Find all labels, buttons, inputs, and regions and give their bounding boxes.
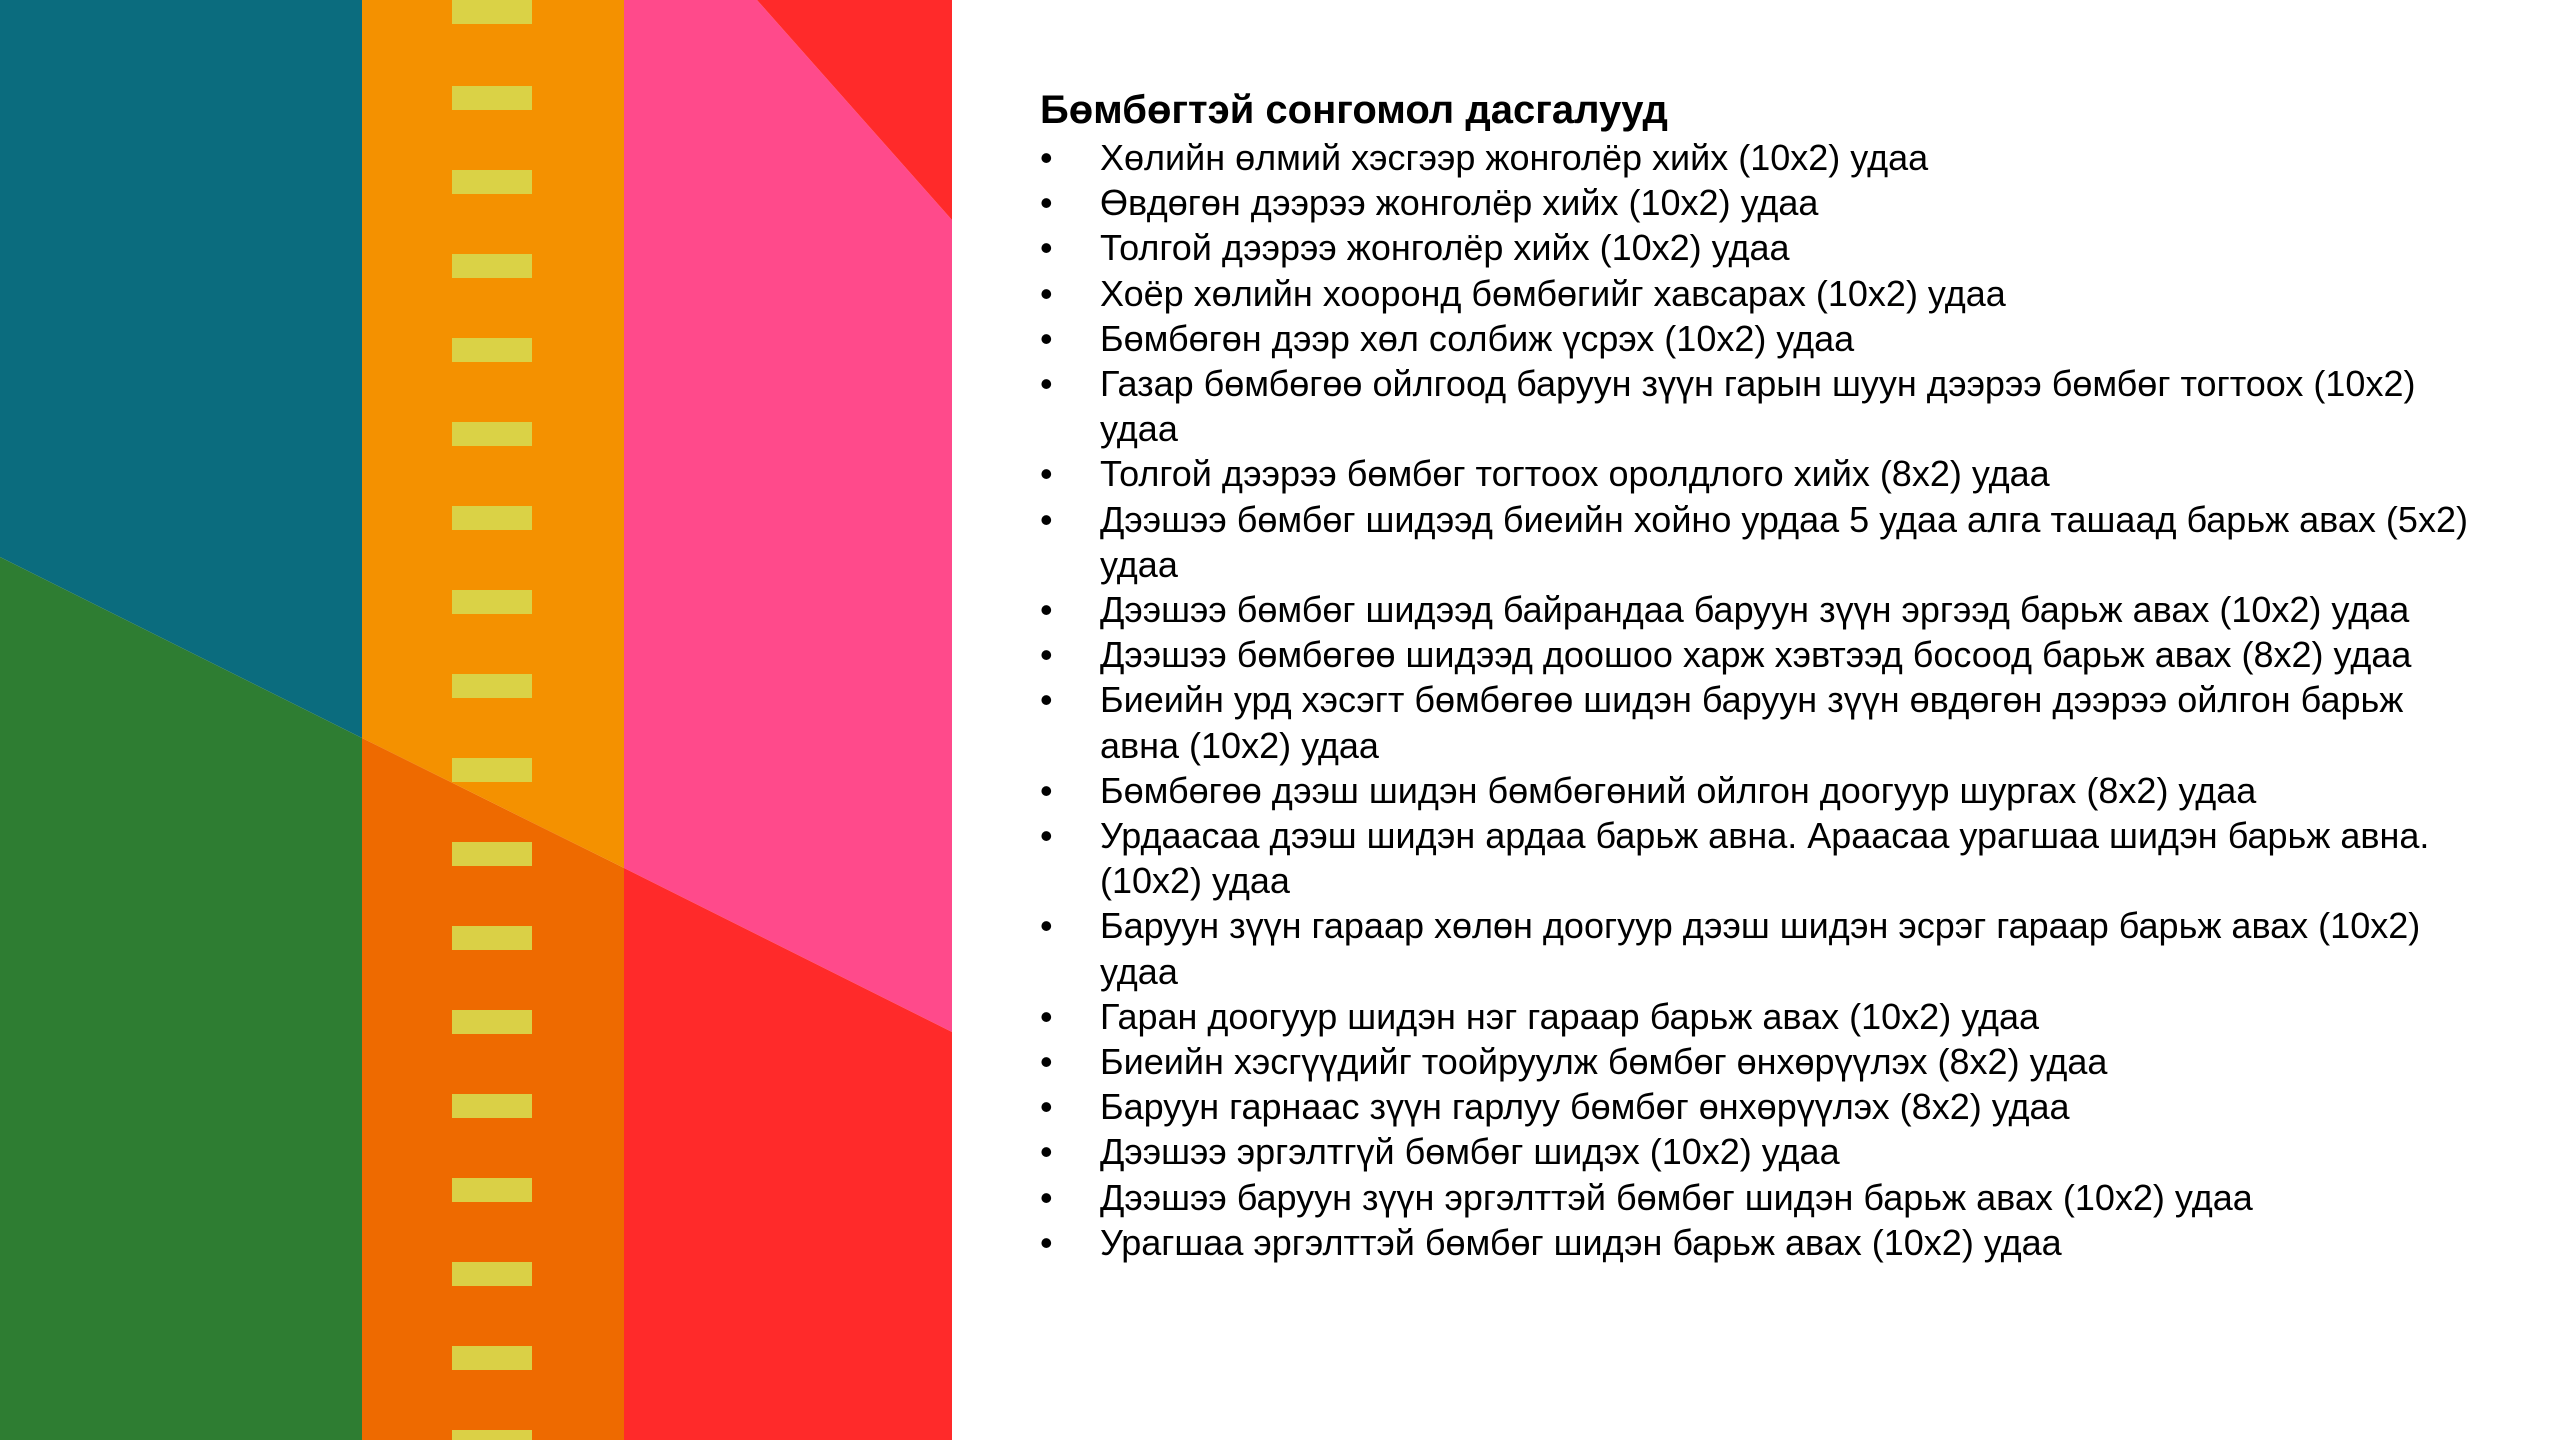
exercise-text: Дээшээ бөмбөг шидээд байрандаа баруун зүүн эргээд барьж авах (10x2) удаа	[1100, 589, 2410, 631]
bullet-icon: •	[1040, 679, 1053, 721]
exercise-list-item	[1040, 903, 2480, 993]
bullet-icon: •	[1040, 137, 1053, 178]
exercise-text: Хөлийн өлмий хэсгээр жонголёр хийх (10x2) удаа	[1100, 137, 1929, 178]
decorative-art-panel	[0, 0, 952, 1440]
exercise-list-item	[1040, 497, 2480, 587]
bullet-icon: •	[1040, 1176, 1053, 1218]
exercise-text: Биеийн урд хэсэгт бөмбөгөө шидэн баруун зүүн өвдөгөн дээрээ ойлгон барьж авна (10x2) удаа	[1100, 679, 2404, 766]
exercise-list-item	[1040, 361, 2480, 451]
decorative-art-svg	[0, 0, 952, 1440]
exercise-list-item	[1040, 135, 2480, 180]
exercise-text: Өвдөгөн дээрээ жонголёр хийх (10x2) удаа	[1100, 182, 1819, 224]
bullet-icon: •	[1040, 995, 1053, 1037]
bullet-icon: •	[1040, 1041, 1053, 1083]
exercise-list	[1040, 135, 2480, 1265]
exercise-text: Хоёр хөлийн хооронд бөмбөгийг хавсарах (10x2) удаа	[1100, 272, 2006, 314]
bullet-icon: •	[1040, 317, 1053, 359]
bullet-icon: •	[1040, 1086, 1053, 1128]
bullet-icon: •	[1040, 905, 1053, 947]
exercise-text: Гаран доогуур шидэн нэг гараар барьж авах (10x2) удаа	[1100, 995, 2040, 1037]
exercise-list-item	[1040, 994, 2480, 1039]
exercise-list-item	[1040, 587, 2480, 632]
exercise-text: Толгой дээрээ жонголёр хийх (10x2) удаа	[1100, 227, 1790, 269]
exercise-list-item	[1040, 225, 2480, 270]
exercise-list-item	[1040, 677, 2480, 767]
exercise-list-item	[1040, 451, 2480, 496]
bullet-icon: •	[1040, 182, 1053, 224]
exercise-text: Урдаасаа дээш шидэн ардаа барьж авна. Араасаа урагшаа шидэн барьж авна. (10x2) удаа	[1100, 815, 2430, 902]
exercise-text: Газар бөмбөгөө ойлгоод баруун зүүн гарын шуун дээрээ бөмбөг тогтоох (10x2) удаа	[1100, 363, 2416, 450]
exercise-text: Баруун гарнаас зүүн гарлуу бөмбөг өнхөрүүлэх (8x2) удаа	[1100, 1086, 2070, 1128]
bullet-icon: •	[1040, 272, 1053, 314]
exercise-list-item	[1040, 1220, 2480, 1265]
slide-title: Бөмбөгтэй сонгомол дасгалууд	[1040, 88, 1668, 132]
content-area	[1040, 85, 2480, 1265]
exercise-text: Дээшээ бөмбөгөө шидээд доошоо харж хэвтээд босоод барьж авах (8x2) удаа	[1100, 634, 2412, 676]
bullet-icon: •	[1040, 1221, 1053, 1263]
exercise-text: Толгой дээрээ бөмбөг тогтоох оролдлого хийх (8x2) удаа	[1100, 453, 2050, 495]
exercise-list-item	[1040, 813, 2480, 903]
exercise-text: Бөмбөгөн дээр хөл солбиж үсрэх (10x2) удаа	[1100, 317, 1855, 359]
bullet-icon: •	[1040, 769, 1053, 811]
exercise-list-item	[1040, 768, 2480, 813]
exercise-list-item	[1040, 632, 2480, 677]
bullet-icon: •	[1040, 1131, 1053, 1173]
bullet-icon: •	[1040, 363, 1053, 405]
exercise-text: Баруун зүүн гараар хөлөн доогуур дээш шидэн эсрэг гараар барьж авах (10x2) удаа	[1100, 905, 2421, 992]
bullet-icon: •	[1040, 453, 1053, 495]
exercise-text: Биеийн хэсгүүдийг тоойруулж бөмбөг өнхөрүүлэх (8x2) удаа	[1100, 1041, 2108, 1083]
exercise-text: Дээшээ баруун зүүн эргэлттэй бөмбөг шидэн барьж авах (10x2) удаа	[1100, 1176, 2253, 1218]
bullet-icon: •	[1040, 634, 1053, 676]
exercise-list-item	[1040, 180, 2480, 225]
bullet-icon: •	[1040, 815, 1053, 857]
exercise-list-item	[1040, 1084, 2480, 1129]
exercise-text: Бөмбөгөө дээш шидэн бөмбөгөний ойлгон доогуур шургах (8x2) удаа	[1100, 769, 2257, 811]
bullet-icon: •	[1040, 227, 1053, 269]
exercise-list-item	[1040, 271, 2480, 316]
exercise-list-item	[1040, 1039, 2480, 1084]
exercise-text: Дээшээ бөмбөг шидээд биеийн хойно урдаа 5 удаа алга ташаад барьж авах (5x2) удаа	[1100, 498, 2468, 585]
bullet-icon: •	[1040, 589, 1053, 631]
exercise-text: Дээшээ эргэлтгүй бөмбөг шидэх (10x2) удаа	[1100, 1131, 1840, 1173]
exercise-list-item	[1040, 1175, 2480, 1220]
exercise-text: Урагшаа эргэлттэй бөмбөг шидэн барьж авах (10x2) удаа	[1100, 1221, 2062, 1263]
exercise-list-item	[1040, 316, 2480, 361]
exercise-list-item	[1040, 1129, 2480, 1174]
bullet-icon: •	[1040, 498, 1053, 540]
